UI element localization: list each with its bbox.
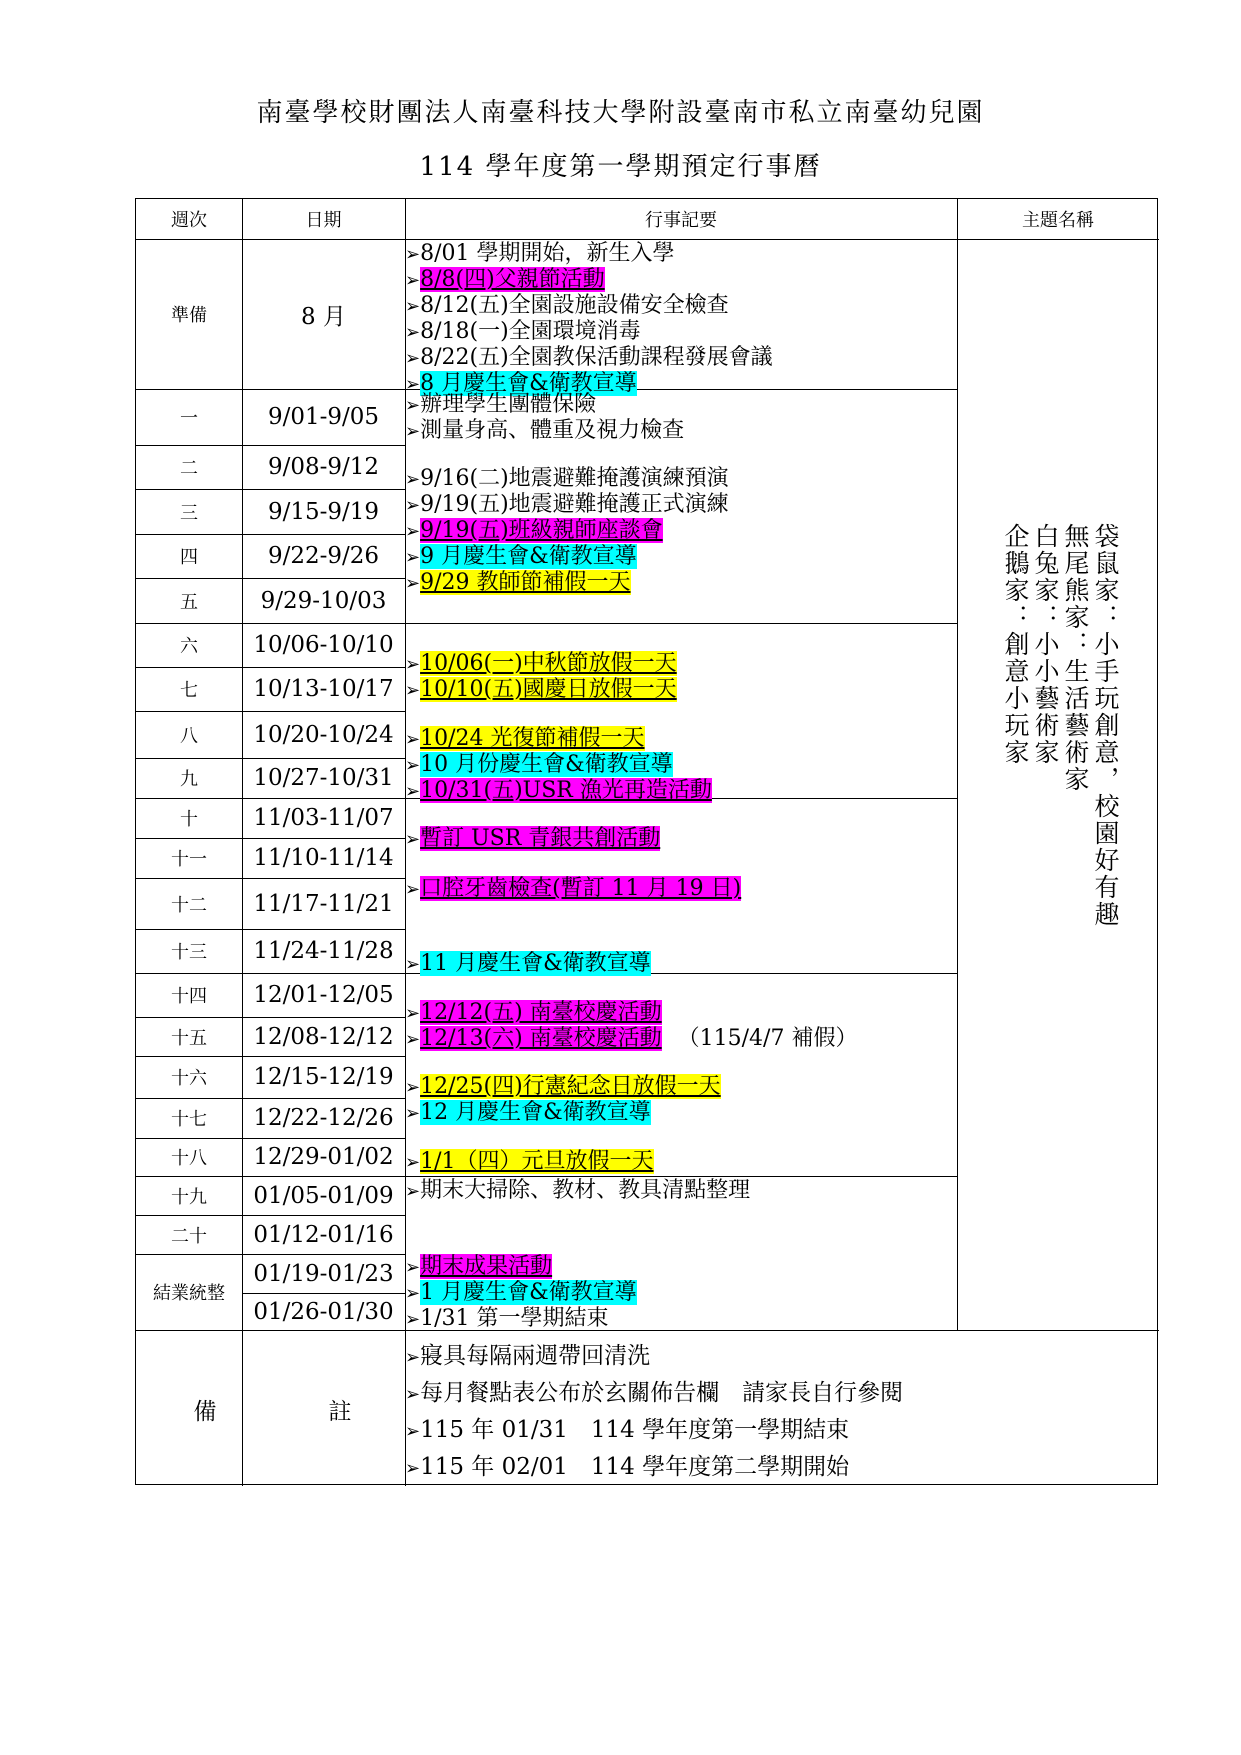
remark-item: ➢ 115 年 01/31 114 學年度第一學期結束 xyxy=(405,1411,849,1444)
date-cell: 01/05-01/09 xyxy=(253,1182,394,1209)
event-item: ➢ 8 月慶生會&衛教宣導 xyxy=(405,371,1045,397)
document-title: 南臺學校財團法人南臺科技大學附設臺南市私立南臺幼兒園 xyxy=(256,98,985,128)
event-item: ➢ 測量身高、體重及視力檢查 xyxy=(405,418,1045,444)
event-item: ➢ 8/22(五)全園教保活動課程發展會議 xyxy=(405,345,1045,371)
event-item: ➢ 12/12(五) 南臺校慶活動 xyxy=(405,1000,1045,1026)
date-cell: 12/08-12/12 xyxy=(253,1023,394,1050)
event-item: ➢ 辦理學生團體保險 xyxy=(405,392,1045,418)
week-cell: 五 xyxy=(180,591,198,613)
event-item: ➢ 9/29 教師節補假一天 xyxy=(405,570,1045,596)
week-cell: 十五 xyxy=(171,1027,207,1049)
remark-item: ➢ 寢具每隔兩週帶回清洗 xyxy=(405,1337,650,1370)
week-cell: 十四 xyxy=(171,986,207,1007)
date-cell: 9/01-9/05 xyxy=(267,404,380,430)
date-cell: 11/03-11/07 xyxy=(253,805,394,831)
week-cell: 準備 xyxy=(171,305,207,326)
theme-kangaroo: 袋鼠家：小手玩創意，校園好有趣 xyxy=(1091,523,1120,928)
header-date: 日期 xyxy=(305,210,342,231)
date-cell: 10/06-10/10 xyxy=(253,632,394,658)
event-item: ➢ 9/16(二)地震避難掩護演練預演 xyxy=(405,466,1045,492)
event-item: ➢ 8/18(一)全園環境消毒 xyxy=(405,319,1045,345)
event-item: ➢ 期末大掃除、教材、教具清點整理 xyxy=(405,1178,1045,1204)
remark-item: ➢ 每月餐點表公布於玄關佈告欄 請家長自行參閱 xyxy=(405,1374,903,1407)
week-cell: 八 xyxy=(180,725,198,747)
event-item: ➢ 10/06(一)中秋節放假一天 xyxy=(405,651,1045,677)
week-cell: 十六 xyxy=(171,1068,207,1089)
date-cell: 01/12-01/16 xyxy=(253,1221,394,1248)
header-events: 行事記要 xyxy=(645,210,717,231)
header-theme: 主題名稱 xyxy=(1022,210,1094,231)
date-cell: 10/27-10/31 xyxy=(253,765,394,791)
week-cell: 六 xyxy=(180,636,198,657)
date-cell: 12/01-12/05 xyxy=(253,982,394,1008)
event-item: ➢ 10/24 光復節補假一天 xyxy=(405,726,1045,752)
date-cell: 8 月 xyxy=(301,303,346,330)
date-cell: 11/17-11/21 xyxy=(253,890,394,917)
remark-item: ➢ 115 年 02/01 114 學年度第二學期開始 xyxy=(405,1448,849,1481)
event-item: ➢ 期末成果活動 xyxy=(405,1254,1045,1280)
event-item: ➢ 12/25(四)行憲紀念日放假一天 xyxy=(405,1074,1045,1100)
date-cell: 10/13-10/17 xyxy=(253,676,394,702)
week-cell: 十 xyxy=(180,809,198,830)
week-cell: 三 xyxy=(180,502,198,524)
week-cell: 十二 xyxy=(171,894,207,916)
week-cell: 四 xyxy=(180,547,198,568)
remarks-label-char: 備 xyxy=(193,1398,217,1425)
date-cell: 01/19-01/23 xyxy=(253,1260,394,1287)
event-item: ➢ 8/12(五)全園設施設備安全檢查 xyxy=(405,293,1045,319)
theme-koala: 無尾熊家：生活藝術家 xyxy=(1061,523,1090,793)
event-group-divider xyxy=(405,1176,957,1177)
event-item: ➢ 暫訂 USR 青銀共創活動 xyxy=(405,826,1045,852)
date-cell: 9/22-9/26 xyxy=(267,543,380,569)
event-item: ➢ 1/31 第一學期結束 xyxy=(405,1306,1045,1332)
week-cell: 二十 xyxy=(171,1225,207,1247)
event-item: ➢ 口腔牙齒檢查(暫訂 11 月 19 日) xyxy=(405,876,1045,902)
header-week: 週次 xyxy=(171,210,207,231)
week-cell: 十一 xyxy=(171,849,207,870)
remarks-label-char: 註 xyxy=(328,1398,352,1425)
week-cell: 十七 xyxy=(171,1109,207,1130)
week-cell: 一 xyxy=(180,408,198,429)
week-cell: 七 xyxy=(180,680,198,701)
date-cell: 11/24-11/28 xyxy=(253,938,394,964)
event-item: ➢ 10/10(五)國慶日放假一天 xyxy=(405,677,1045,703)
event-group-divider xyxy=(405,623,957,624)
event-item: ➢ 12/13(六) 南臺校慶活動 （115/4/7 補假） xyxy=(405,1026,1045,1052)
week-cell: 九 xyxy=(180,769,198,790)
event-item: ➢ 11 月慶生會&衛教宣導 xyxy=(405,951,1045,977)
date-cell: 9/08-9/12 xyxy=(267,454,380,480)
date-cell: 01/26-01/30 xyxy=(253,1298,394,1325)
event-item: ➢ 1 月慶生會&衛教宣導 xyxy=(405,1280,1045,1306)
date-cell: 9/29-10/03 xyxy=(260,587,387,614)
event-item: ➢ 9/19(五)班級親師座談會 xyxy=(405,518,1045,544)
theme-penguin: 企鵝家：創意小玩家 xyxy=(1001,523,1030,766)
event-item: ➢ 9/19(五)地震避難掩護正式演練 xyxy=(405,492,1045,518)
date-cell: 11/10-11/14 xyxy=(253,845,394,871)
document-subtitle: 114 學年度第一學期預定行事曆 xyxy=(419,152,822,182)
date-cell: 12/15-12/19 xyxy=(253,1064,394,1090)
event-item: ➢ 1/1（四）元旦放假一天 xyxy=(405,1149,1045,1175)
event-item: ➢ 9 月慶生會&衛教宣導 xyxy=(405,544,1045,570)
date-cell: 12/29-01/02 xyxy=(253,1144,394,1170)
date-cell: 9/15-9/19 xyxy=(267,498,380,525)
event-item: ➢ 12 月慶生會&衛教宣導 xyxy=(405,1100,1045,1126)
event-item: ➢ 8/8(四)父親節活動 xyxy=(405,267,1045,293)
week-cell: 十八 xyxy=(171,1148,207,1169)
event-item: ➢ 8/01 學期開始，新生入學 xyxy=(405,241,1045,267)
theme-rabbit: 白兔家：小小藝術家 xyxy=(1031,523,1060,766)
week-cell: 十三 xyxy=(171,942,207,963)
date-cell: 12/22-12/26 xyxy=(253,1105,394,1131)
event-item: ➢ 10/31(五)USR 漁光再造活動 xyxy=(405,778,1045,804)
date-cell: 10/20-10/24 xyxy=(253,721,394,748)
week-cell: 結業統整 xyxy=(153,1283,225,1304)
event-item: ➢ 10 月份慶生會&衛教宣導 xyxy=(405,752,1045,778)
week-cell: 十九 xyxy=(171,1186,207,1208)
week-cell: 二 xyxy=(180,458,198,479)
